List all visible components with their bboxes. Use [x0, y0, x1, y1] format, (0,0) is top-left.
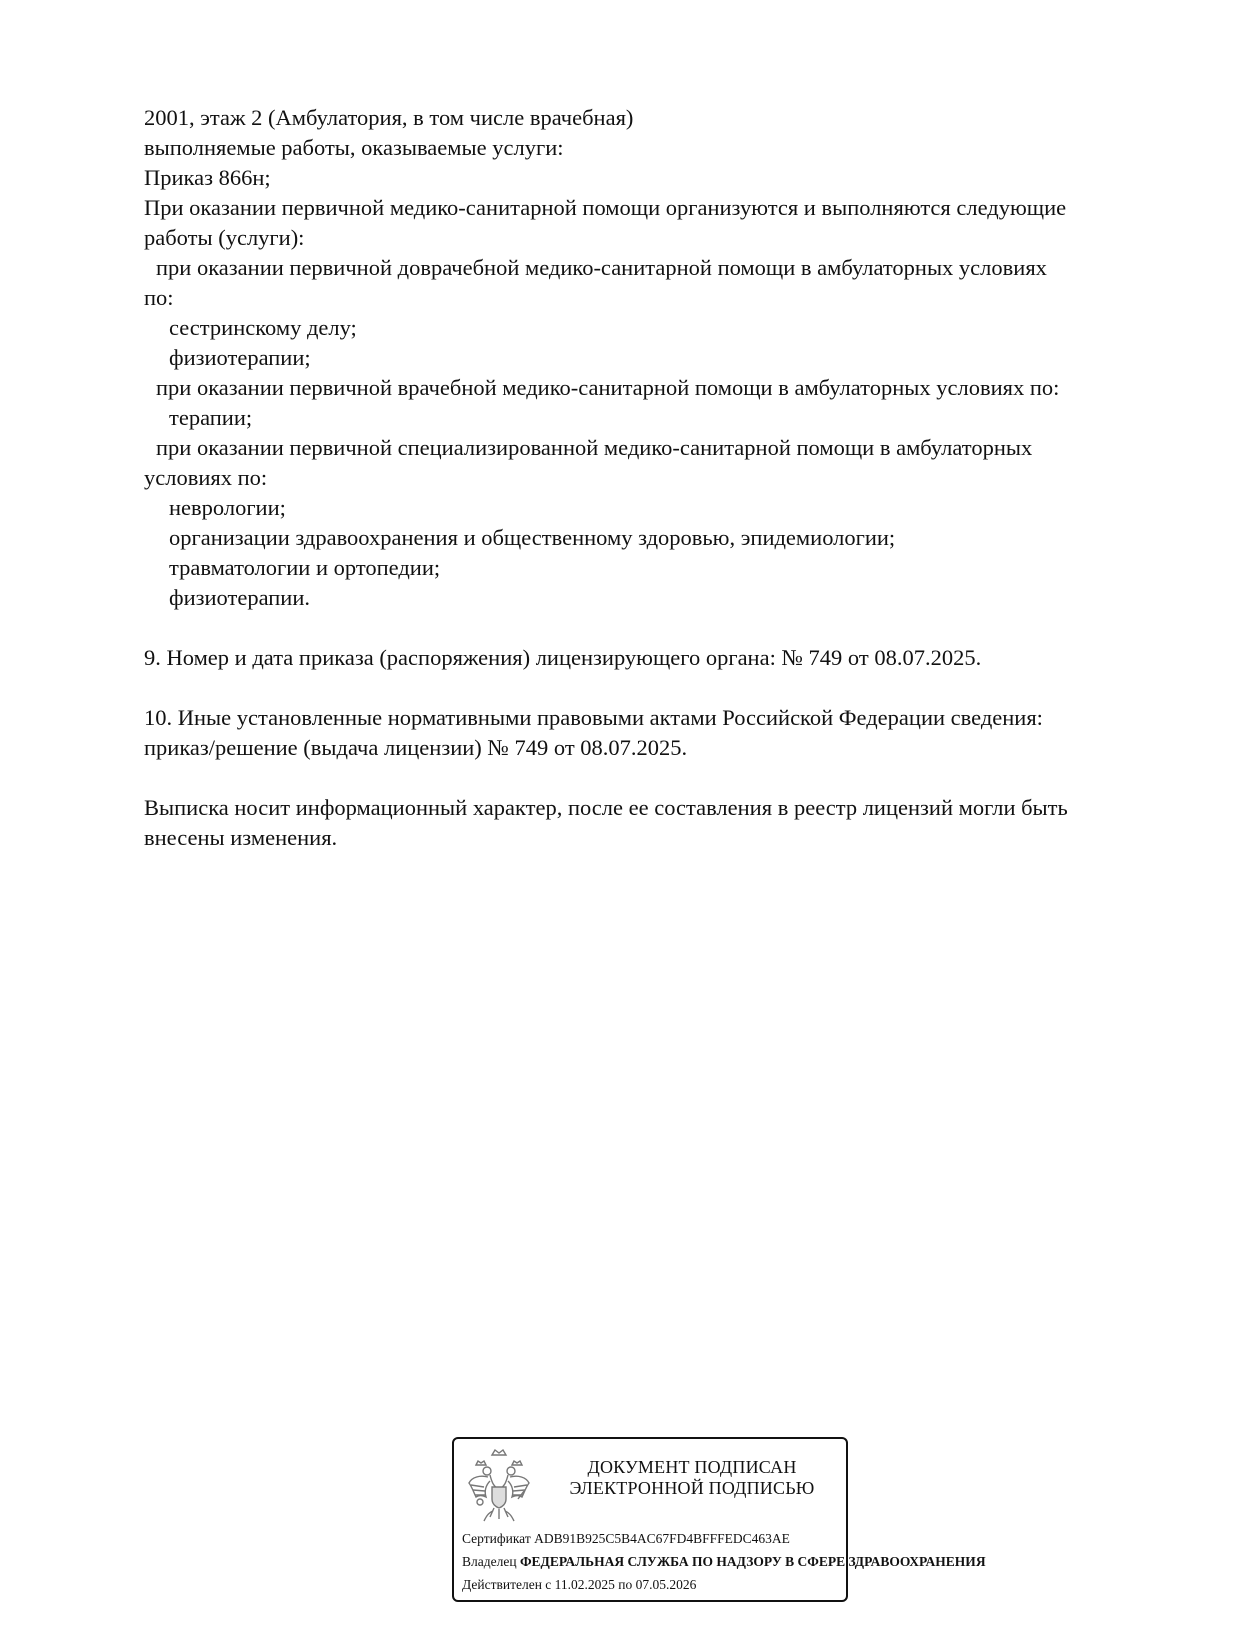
stamp-info: [462, 1527, 986, 1596]
text-line: Выписка носит информационный характер, после ее составления в реестр лицензий могли быть: [144, 795, 1068, 820]
list-item: физиотерапии.: [169, 585, 311, 610]
list-item: физиотерапии;: [169, 345, 311, 370]
owner-label: Владелец: [462, 1554, 517, 1569]
text-line: приказ/решение (выдача лицензии) № 749 от 08.07.2025.: [144, 735, 688, 760]
document-body: [144, 103, 1144, 853]
text-line: условиях по:: [144, 465, 268, 490]
stamp-title-line: ДОКУМЕНТ ПОДПИСАН: [587, 1457, 797, 1477]
notice: [144, 793, 1144, 853]
list-item: терапии;: [169, 405, 253, 430]
text-line: при оказании первичной доврачебной медико-санитарной помощи в амбулаторных условиях: [156, 255, 1047, 280]
list-item: неврологии;: [169, 495, 286, 520]
text-line: при оказании первичной специализированной медико-санитарной помощи в амбулаторных: [156, 435, 1033, 460]
certificate-label: Сертификат: [462, 1531, 531, 1546]
certificate-value: ADB91B925C5B4AC67FD4BFFFEDC463AE: [534, 1531, 790, 1546]
list-item: сестринскому делу;: [169, 315, 357, 340]
text-line: работы (услуги):: [144, 225, 305, 250]
list-item: организации здравоохранения и общественному здоровью, эпидемиологии;: [169, 525, 896, 550]
certificate-row: [462, 1527, 862, 1550]
text-line: внесены изменения.: [144, 825, 338, 850]
text-line: выполняемые работы, оказываемые услуги:: [144, 135, 564, 160]
list-item: травматологии и ортопедии;: [169, 555, 441, 580]
stamp-title-line: ЭЛЕКТРОННОЙ ПОДПИСЬЮ: [569, 1478, 815, 1498]
owner-row: [462, 1550, 986, 1573]
owner-value: ФЕДЕРАЛЬНАЯ СЛУЖБА ПО НАДЗОРУ В СФЕРЕ ЗДРАВООХРАНЕНИЯ: [519, 1554, 986, 1569]
electronic-signature-stamp: [452, 1437, 986, 1602]
text-line: При оказании первичной медико-санитарной помощи организуются и выполняются следующие: [144, 195, 1067, 220]
text-line: по:: [144, 285, 174, 310]
text-line: 10. Иные установленные нормативными правовыми актами Российской Федерации сведения:: [144, 705, 1043, 730]
text-line: 2001, этаж 2 (Амбулатория, в том числе врачебная): [144, 105, 634, 130]
validity-row: Действителен с 11.02.2025 по 07.05.2026: [462, 1577, 697, 1592]
russian-coat-of-arms-icon: [466, 1447, 532, 1527]
text-line: Приказ 866н;: [144, 165, 271, 190]
item-9: 9. Номер и дата приказа (распоряжения) лицензирующего органа: № 749 от 08.07.2025.: [144, 645, 982, 670]
item-10: [144, 703, 1144, 763]
text-line: при оказании первичной врачебной медико-санитарной помощи в амбулаторных условиях по:: [156, 375, 1060, 400]
stamp-title: [544, 1457, 840, 1499]
